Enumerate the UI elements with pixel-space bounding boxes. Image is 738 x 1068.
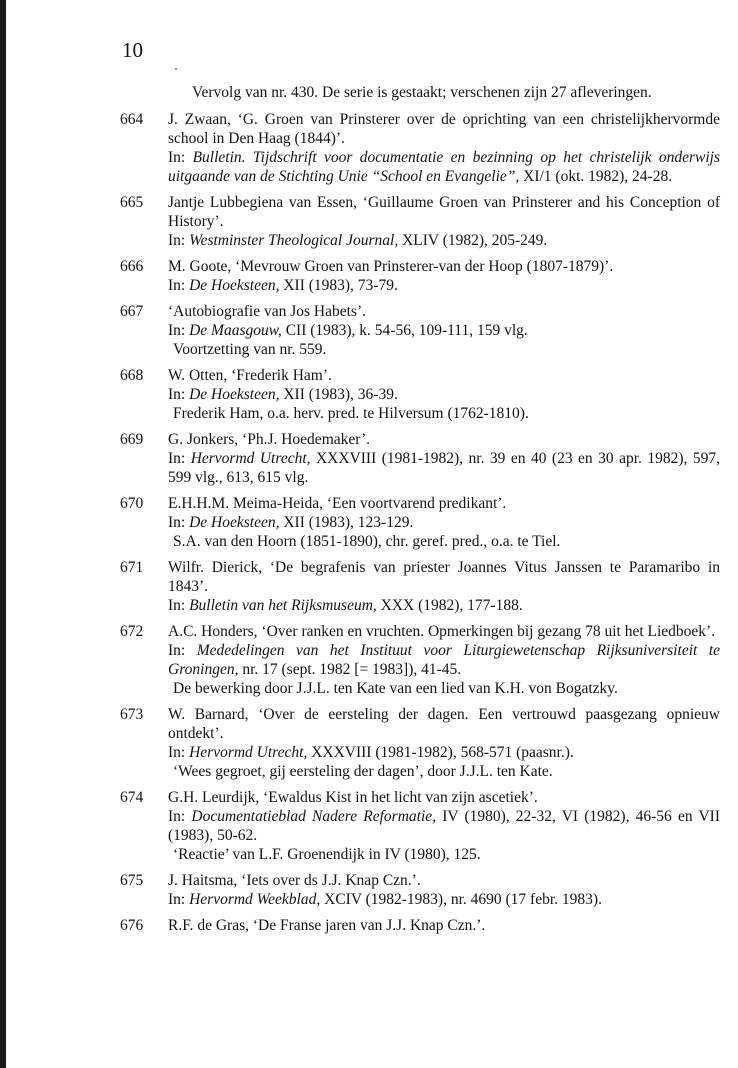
entry-number: 671 xyxy=(120,559,144,576)
source-prefix: In: xyxy=(168,808,192,825)
entry-source xyxy=(168,276,720,295)
entry-source xyxy=(168,596,720,615)
bibliography-entry xyxy=(120,110,720,186)
bibliography-entry xyxy=(120,705,720,781)
entry-note: ‘Wees gegroet, gij eersteling der dagen’, door J.J.L. ten Kate. xyxy=(173,763,553,780)
continuation-note: Vervolg van nr. 430. De serie is gestaakt; verschenen zijn 27 afleveringen. xyxy=(192,84,652,101)
entry-note: S.A. van den Hoorn (1851-1890), chr. geref. pred., o.a. te Tiel. xyxy=(173,533,561,550)
entry-number: 665 xyxy=(120,194,144,211)
bibliography-entry xyxy=(120,366,720,423)
source-journal: Mededelingen van het Instituut voor Liturgiewetenschap Rijksuniversiteit te Groningen, xyxy=(168,642,720,678)
entry-title: A.C. Honders, ‘Over ranken en vruchten. Opmerkingen bij gezang 78 uit het Liedboek’. xyxy=(168,623,716,640)
entry-title: E.H.H.M. Meima-Heida, ‘Een voortvarend predikant’. xyxy=(168,495,507,512)
entry-number: 673 xyxy=(120,706,144,723)
entry-source xyxy=(168,513,720,532)
entry-source xyxy=(168,231,720,250)
entry-body xyxy=(168,558,720,615)
entry-source xyxy=(168,807,720,845)
entry-note: De bewerking door J.J.L. ten Kate van een lied van K.H. von Bogatzky. xyxy=(173,680,618,697)
bibliography-entry xyxy=(120,494,720,551)
entry-source xyxy=(168,148,720,186)
bibliography-entry xyxy=(120,871,720,909)
entry-source xyxy=(168,385,720,404)
entry-body xyxy=(168,257,720,295)
source-prefix: In: xyxy=(168,322,190,339)
source-details: XII (1983), 36-39. xyxy=(279,386,398,403)
entry-body xyxy=(168,430,720,487)
source-details: XCIV (1982-1983), nr. 4690 (17 febr. 1983). xyxy=(320,891,602,908)
print-speck xyxy=(175,68,177,70)
entry-title: G.H. Leurdijk, ‘Ewaldus Kist in het licht van zijn ascetiek’. xyxy=(168,789,538,806)
entry-title: ‘Autobiografie van Jos Habets’. xyxy=(168,303,367,320)
source-journal: De Hoeksteen, xyxy=(189,514,280,531)
source-prefix: In: xyxy=(168,277,190,294)
page-binding-edge xyxy=(0,0,6,1068)
source-details: XI/1 (okt. 1982), 24-28. xyxy=(519,168,673,185)
source-journal: Bulletin. Tijdschrift voor documentatie en bezinning op het christelijk onderwijs uitgaande van de Stichting Unie “School en Evangelie”, xyxy=(168,149,720,185)
source-prefix: In: xyxy=(168,386,190,403)
source-prefix: In: xyxy=(168,450,191,467)
source-prefix: In: xyxy=(168,232,190,249)
source-prefix: In: xyxy=(168,744,190,761)
bibliography-entry xyxy=(120,622,720,698)
entry-title: W. Barnard, ‘Over de eersteling der dagen. Een vertrouwd paasgezang opnieuw ontdekt’. xyxy=(168,706,720,742)
source-details: XXXVIII (1981-1982), 568-571 (paasnr.). xyxy=(307,744,574,761)
source-journal: De Hoeksteen, xyxy=(189,277,280,294)
page-number: 10 xyxy=(122,38,143,62)
entry-title: Jantje Lubbegiena van Essen, ‘Guillaume Groen van Prinsterer and his Conception of History’. xyxy=(168,194,720,230)
entry-body xyxy=(168,110,720,186)
source-journal: De Maasgouw, xyxy=(189,322,282,339)
entry-source xyxy=(168,743,720,762)
source-prefix: In: xyxy=(168,514,190,531)
entry-note: Frederik Ham, o.a. herv. pred. te Hilversum (1762-1810). xyxy=(173,405,529,422)
entry-number: 669 xyxy=(120,431,144,448)
bibliography-entry xyxy=(120,916,720,935)
entry-number: 672 xyxy=(120,623,144,640)
source-details: CII (1983), k. 54-56, 109-111, 159 vlg. xyxy=(281,322,528,339)
entry-body xyxy=(168,705,720,781)
entry-title: Wilfr. Dierick, ‘De begrafenis van priester Joannes Vitus Janssen te Paramaribo in 1843’. xyxy=(168,559,720,595)
source-details: XII (1983), 123-129. xyxy=(279,514,414,531)
entry-title: G. Jonkers, ‘Ph.J. Hoedemaker’. xyxy=(168,431,371,448)
entry-source xyxy=(168,890,720,909)
source-prefix: In: xyxy=(168,149,193,166)
entry-source xyxy=(168,641,720,679)
entry-note: ‘Reactie’ van L.F. Groenendijk in IV (1980), 125. xyxy=(173,846,481,863)
source-journal: Hervormd Utrecht, xyxy=(189,744,308,761)
entry-number: 667 xyxy=(120,303,144,320)
entry-title: W. Otten, ‘Frederik Ham’. xyxy=(168,367,332,384)
entry-body xyxy=(168,788,720,864)
entry-body xyxy=(168,916,720,935)
source-details: nr. 17 (sept. 1982 [= 1983]), 41-45. xyxy=(238,661,462,678)
entry-note: Voortzetting van nr. 559. xyxy=(173,341,327,358)
entry-body xyxy=(168,193,720,250)
bibliography-entry xyxy=(120,430,720,487)
entry-number: 664 xyxy=(120,111,144,128)
entry-body xyxy=(168,494,720,551)
entry-body xyxy=(168,366,720,423)
source-details: XLIV (1982), 205-249. xyxy=(398,232,548,249)
bibliography-entry xyxy=(120,302,720,359)
entry-number: 676 xyxy=(120,917,144,934)
entry-source xyxy=(168,449,720,487)
entry-body xyxy=(168,302,720,359)
entry-number: 675 xyxy=(120,872,144,889)
source-journal: De Hoeksteen, xyxy=(189,386,280,403)
bibliography-entry xyxy=(120,788,720,864)
bibliography-list xyxy=(120,83,720,942)
source-details: IV (1980), 22-32, VI (1982), 46-56 en VII (1983), 50-62. xyxy=(168,808,720,844)
entry-body xyxy=(168,871,720,909)
bibliography-entry xyxy=(120,257,720,295)
source-prefix: In: xyxy=(168,597,190,614)
bibliography-entry xyxy=(120,558,720,615)
source-journal: Documentatieblad Nadere Reformatie, xyxy=(191,808,437,825)
source-journal: Hervormd Weekblad, xyxy=(189,891,321,908)
entry-title: J. Haitsma, ‘Iets over ds J.J. Knap Czn.’. xyxy=(168,872,421,889)
entry-title: M. Goote, ‘Mevrouw Groen van Prinsterer-van der Hoop (1807-1879)’. xyxy=(168,258,614,275)
entries-container xyxy=(120,110,720,935)
entry-title: J. Zwaan, ‘G. Groen van Prinsterer over de oprichting van een christelijkhervormde school in Den Haag (1844)’. xyxy=(168,111,720,147)
source-journal: Hervormd Utrecht, xyxy=(190,450,311,467)
entry-number: 668 xyxy=(120,367,144,384)
bibliography-entry xyxy=(120,193,720,250)
source-journal: Westminster Theological Journal, xyxy=(189,232,399,249)
source-details: XXX (1982), 177-188. xyxy=(376,597,523,614)
entry-body xyxy=(168,622,720,698)
entry-source xyxy=(168,321,720,340)
source-prefix: In: xyxy=(168,642,197,659)
source-details: XII (1983), 73-79. xyxy=(279,277,398,294)
entry-number: 670 xyxy=(120,495,144,512)
entry-number: 674 xyxy=(120,789,144,806)
entry-number: 666 xyxy=(120,258,144,275)
entry-title: R.F. de Gras, ‘De Franse jaren van J.J. Knap Czn.’. xyxy=(168,917,486,934)
source-prefix: In: xyxy=(168,891,190,908)
source-journal: Bulletin van het Rijksmuseum, xyxy=(189,597,377,614)
source-details: XXXVIII (1981-1982), nr. 39 en 40 (23 en 30 apr. 1982), 597, 599 vlg., 613, 615 vlg. xyxy=(168,450,721,486)
